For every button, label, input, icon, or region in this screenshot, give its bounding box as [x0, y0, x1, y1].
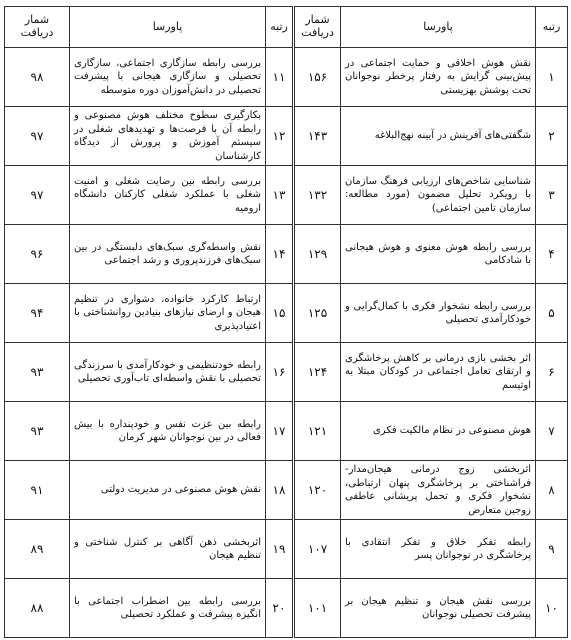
title-cell: بررسی رابطه سازگاری اجتماعی، سازگاری تحصیلی و سازگاری هیجانی با پیشرفت تحصیلی در دانش‌آموزان دوره متوسطه	[70, 48, 266, 107]
count-cell: ۹۷	[5, 107, 70, 166]
rank-cell: ۱۵	[266, 284, 294, 343]
table-row	[5, 461, 568, 520]
title-cell: بررسی رابطه بین رضایت شغلی و امنیت شغلی با عملکرد شغلی کارکنان دانشگاه ارومیه	[70, 166, 266, 225]
count-cell: ۱۲۹	[294, 225, 341, 284]
rank-cell: ۳	[536, 166, 568, 225]
title-cell: بررسی رابطه بین اضطراب اجتماعی با انگیزه پیشرفت و عملکرد تحصیلی	[70, 579, 266, 638]
table-row	[5, 48, 568, 107]
header-citations-left: شمار دریافت	[5, 7, 70, 48]
title-cell: بررسی رابطه هوش معنوی و هوش هیجانی با شادکامی	[341, 225, 536, 284]
top-papers-table	[4, 6, 568, 638]
title-cell: رابطه خودتنظیمی و خودکارآمدی با سرزندگی تحصیلی با نقش واسطه‌ای تاب‌آوری تحصیلی	[70, 343, 266, 402]
count-cell: ۱۰۱	[294, 579, 341, 638]
rank-cell: ۲۰	[266, 579, 294, 638]
count-cell: ۱۲۱	[294, 402, 341, 461]
rank-cell: ۲	[536, 107, 568, 166]
count-cell: ۱۰۷	[294, 520, 341, 579]
count-cell: ۱۵۶	[294, 48, 341, 107]
table-row	[5, 107, 568, 166]
rank-cell: ۱۸	[266, 461, 294, 520]
rank-cell: ۸	[536, 461, 568, 520]
title-cell: نقش واسطه‌گری سبک‌های دلبستگی در بین سبک‌های فرزندپروری و رشد اجتماعی	[70, 225, 266, 284]
title-cell: اثربخشی زوج درمانی هیجان‌مدار- فراشناختی بر پرخاشگری پنهان ارتباطی، نشخوار فکری و تحمل پریشانی عاطفی زوجین متعارض	[341, 461, 536, 520]
title-cell: اثر بخشی بازی درمانی بر کاهش پرخاشگری و ارتقای تعامل اجتماعی در کودکان مبتلا به اوتیسم	[341, 343, 536, 402]
header-citations-right: شمار دریافت	[294, 7, 341, 48]
rank-cell: ۱۷	[266, 402, 294, 461]
table-row	[5, 520, 568, 579]
header-rank-left: رتبه	[266, 7, 294, 48]
rank-cell: ۱۳	[266, 166, 294, 225]
table-header	[5, 7, 568, 48]
rank-cell: ۱۶	[266, 343, 294, 402]
rank-cell: ۴	[536, 225, 568, 284]
title-cell: رابطه بین عزت نفس و خودپنداره با بیش فعالی در بین نوجوانان شهر کرمان	[70, 402, 266, 461]
title-cell: شناسایی شاخص‌های ارزیابی فرهنگ سازمان با رویکرد تحلیل مضمون (مورد مطالعه: سازمان تامین اجتماعی)	[341, 166, 536, 225]
table-row	[5, 579, 568, 638]
title-cell: نقش هوش مصنوعی در مدیریت دولتی	[70, 461, 266, 520]
title-cell: اثربخشی ذهن آگاهی بر کنترل شناختی و تنظیم هیجان	[70, 520, 266, 579]
count-cell: ۱۳۲	[294, 166, 341, 225]
table-row	[5, 402, 568, 461]
table-row	[5, 166, 568, 225]
rank-cell: ۱۲	[266, 107, 294, 166]
count-cell: ۹۱	[5, 461, 70, 520]
count-cell: ۸۸	[5, 579, 70, 638]
rank-cell: ۱۰	[536, 579, 568, 638]
table-row	[5, 343, 568, 402]
rank-cell: ۶	[536, 343, 568, 402]
title-cell: هوش مصنوعی در نظام مالکیت فکری	[341, 402, 536, 461]
title-cell: بکارگیری سطوح مختلف هوش مصنوعی و رابطه آن با فرصت‌ها و تهدیدهای شغلی در سیستم آموزش و پرورش از دیدگاه کارشناسان	[70, 107, 266, 166]
count-cell: ۹۳	[5, 402, 70, 461]
count-cell: ۹۶	[5, 225, 70, 284]
title-cell: نقش هوش اخلاقی و حمایت اجتماعی در پیش‌بینی گرایش به رفتار پرخطر نوجوانان تحت پوشش بهزیستی	[341, 48, 536, 107]
count-cell: ۸۹	[5, 520, 70, 579]
rank-cell: ۱	[536, 48, 568, 107]
rank-cell: ۱۱	[266, 48, 294, 107]
count-cell: ۱۲۵	[294, 284, 341, 343]
rank-cell: ۹	[536, 520, 568, 579]
count-cell: ۹۴	[5, 284, 70, 343]
count-cell: ۱۴۳	[294, 107, 341, 166]
count-cell: ۹۸	[5, 48, 70, 107]
title-cell: شگفتی‌های آفرینش در آیینه نهج‌البلاغه	[341, 107, 536, 166]
count-cell: ۹۳	[5, 343, 70, 402]
table-row	[5, 225, 568, 284]
title-cell: بررسی نقش هیجان و تنظیم هیجان بر پیشرفت تحصیلی نوجوانان	[341, 579, 536, 638]
header-keyword-right: پاورسا	[341, 7, 536, 48]
header-rank-right: رتبه	[536, 7, 568, 48]
table-body	[5, 48, 568, 638]
rank-cell: ۵	[536, 284, 568, 343]
rank-cell: ۱۴	[266, 225, 294, 284]
count-cell: ۹۷	[5, 166, 70, 225]
count-cell: ۱۲۴	[294, 343, 341, 402]
rank-cell: ۷	[536, 402, 568, 461]
title-cell: ارتباط کارکرد خانواده، دشواری در تنظیم هیجان و ارضای نیازهای بنیادین روانشناختی با اعتیادپذیری	[70, 284, 266, 343]
title-cell: رابطه تفکر خلاق و تفکر انتقادی با پرخاشگری در نوجوانان پسر	[341, 520, 536, 579]
table-row	[5, 284, 568, 343]
rank-cell: ۱۹	[266, 520, 294, 579]
count-cell: ۱۲۰	[294, 461, 341, 520]
header-keyword-left: پاورسا	[70, 7, 266, 48]
title-cell: بررسی رابطه نشخوار فکری با کمال‌گرایی و خودکارآمدی تحصیلی	[341, 284, 536, 343]
